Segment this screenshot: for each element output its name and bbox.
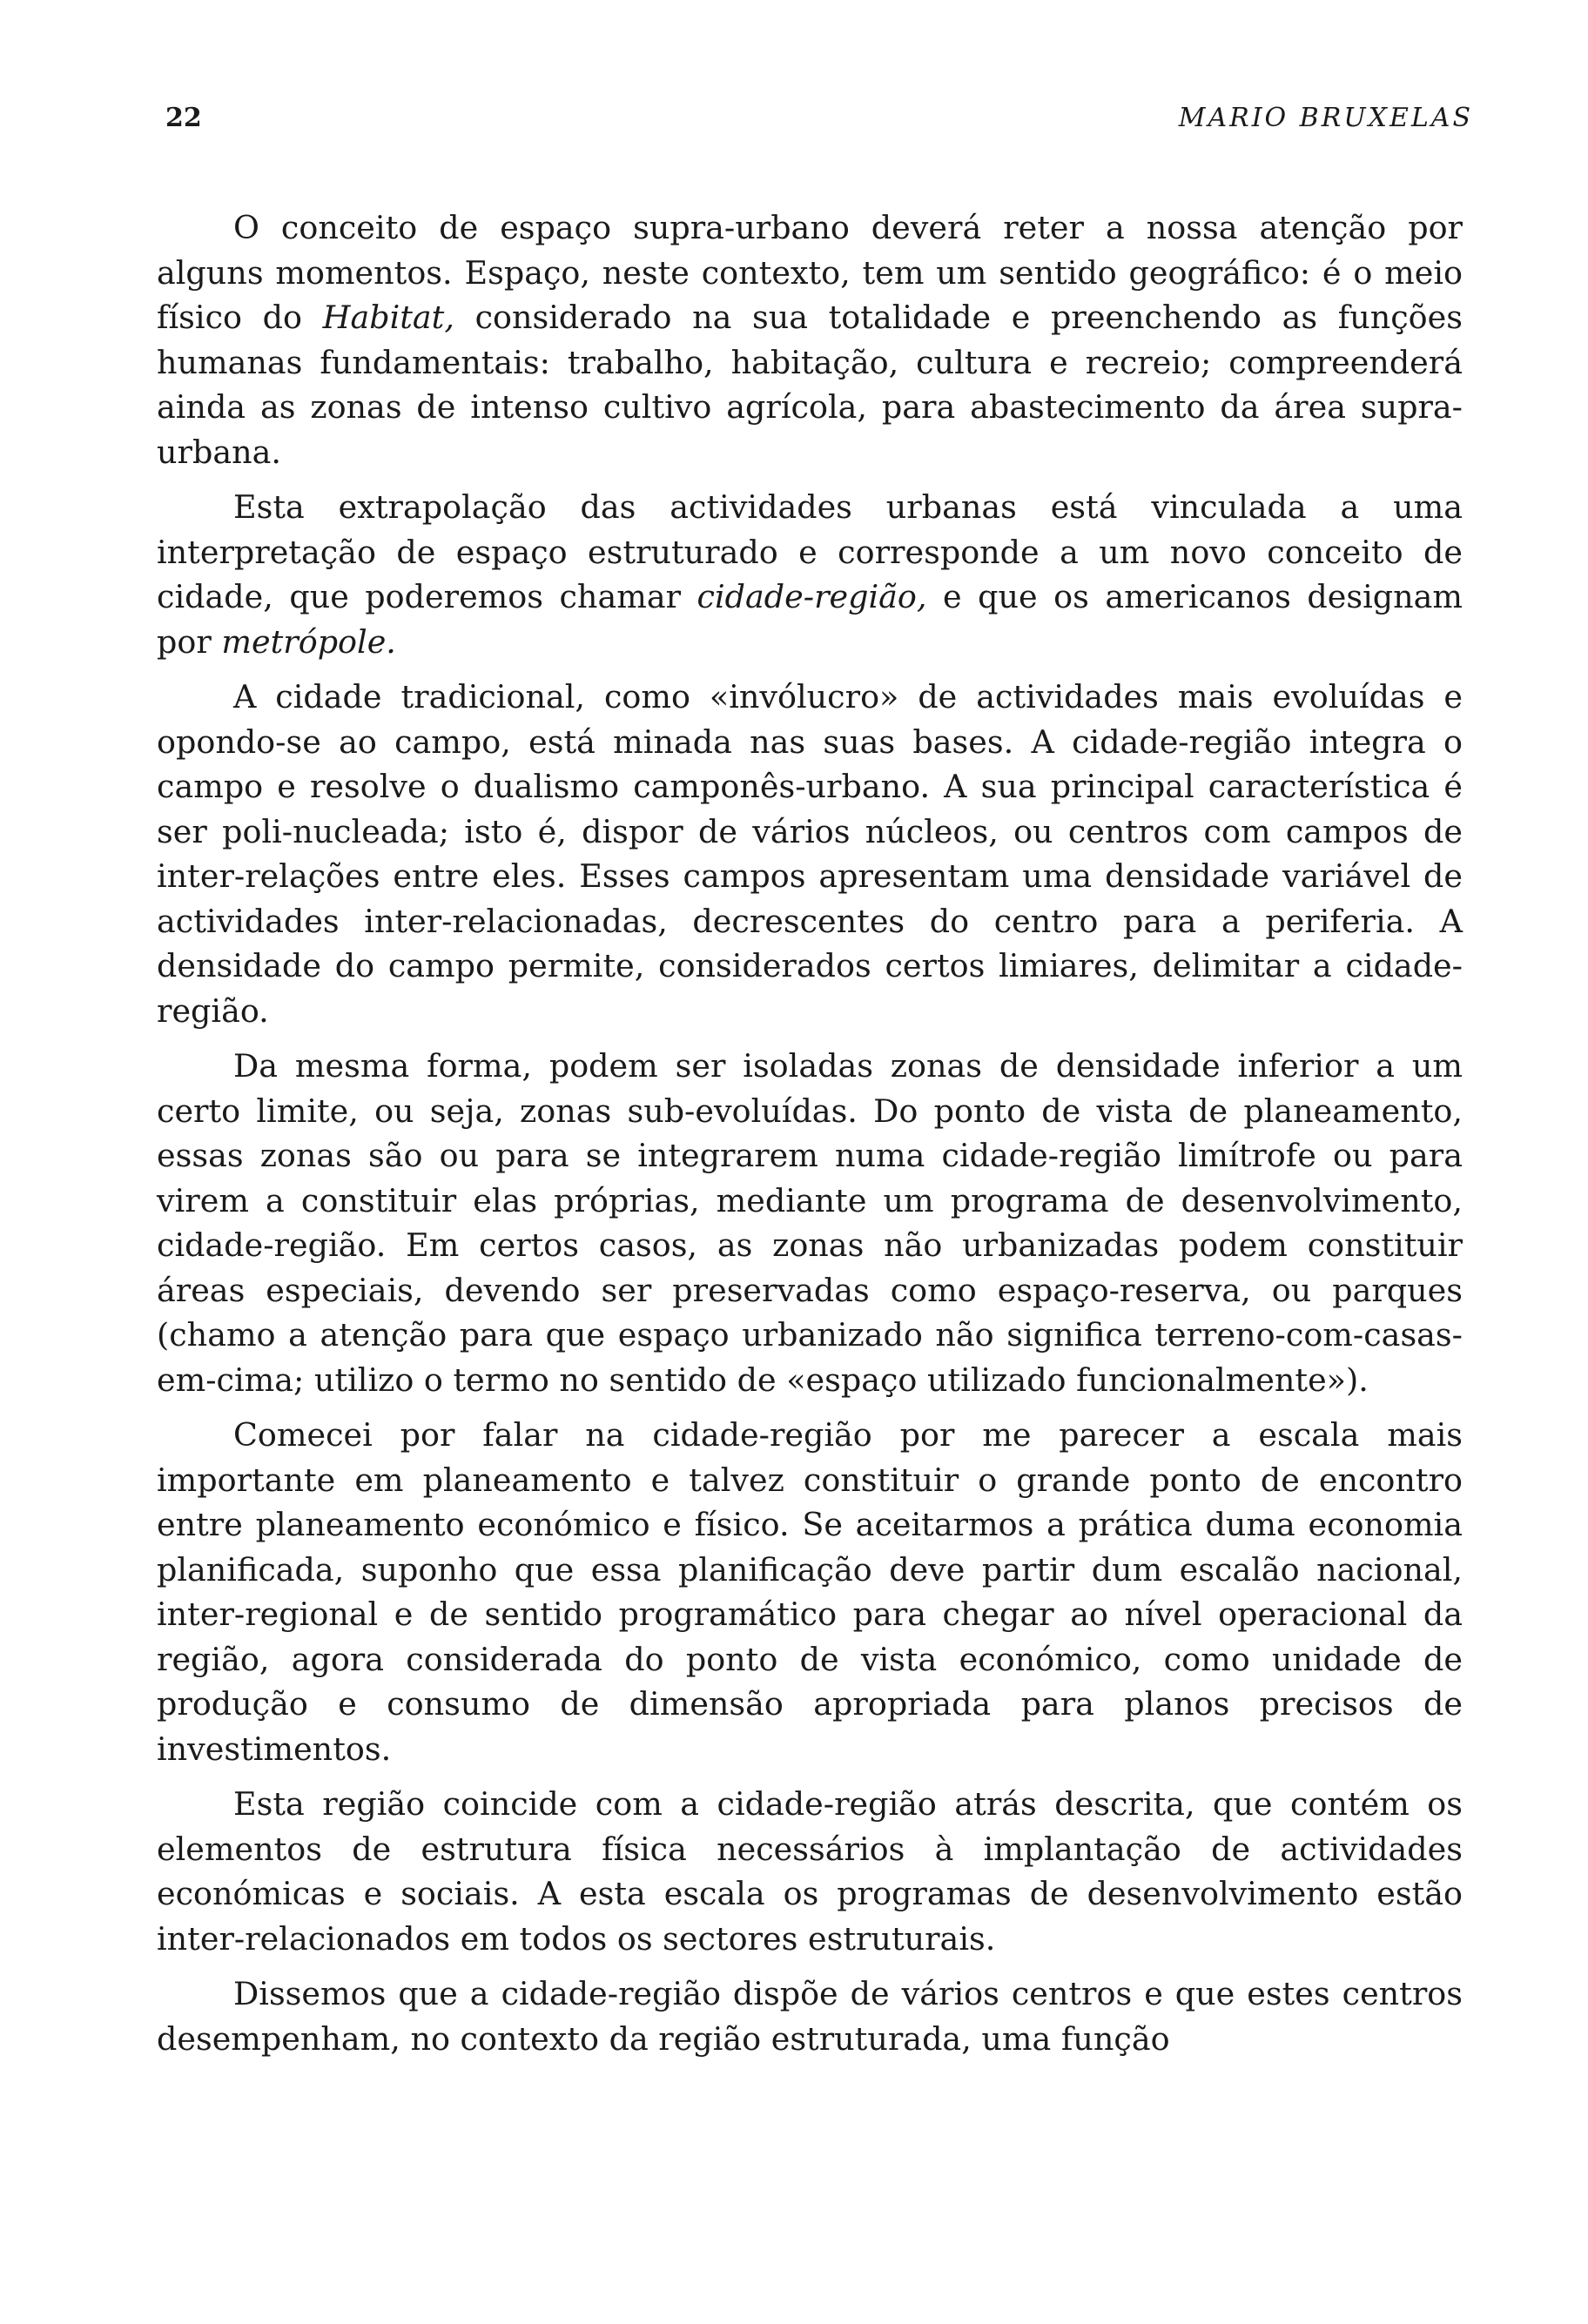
paragraph-text: Dissemos que a cidade-região dispõe de vários centros e que estes centros desempenham, no contexto da região estruturada, uma função bbox=[157, 1975, 1463, 2058]
emphasis-text: cidade-região, bbox=[696, 578, 927, 615]
paragraph bbox=[157, 675, 1463, 1033]
paragraph-text: Esta região coincide com a cidade-região atrás descrita, que contém os elementos de estrutura física necessários à implantação de actividades económicas e sociais. A esta escala os programas de desenvolvimento estão inter-relacionados em todos os sectores estruturais. bbox=[157, 1785, 1463, 1958]
running-head: MARIO BRUXELAS bbox=[1178, 103, 1473, 133]
paragraph bbox=[157, 1971, 1463, 2061]
paragraph-text: A cidade tradicional, como «invólucro» de actividades mais evoluídas e opondo-se ao campo, está minada nas suas bases. A cidade-região integra o campo e resolve o dualismo camponês-urbano. A sua principal característica é ser poli-nucleada; isto é, dispor de vários núcleos, ou centros com campos de inter-relações entre eles. Esses campos apresentam uma densidade variável de actividades inter-relacionadas, decrescentes do centro para a periferia. A densidade do campo permite, considerados certos limiares, delimitar a cidade-região. bbox=[157, 678, 1463, 1030]
paragraph-text: Da mesma forma, podem ser isoladas zonas de densidade inferior a um certo limite, ou seja, zonas sub-evoluídas. Do ponto de vista de planeamento, essas zonas são ou para se integrarem numa cidade-região limítrofe ou para virem a constituir elas próprias, mediante um programa de desenvolvimento, cidade-região. Em certos casos, as zonas não urbanizadas podem constituir áreas especiais, devendo ser preservadas como espaço-reserva, ou parques (chamo a atenção para que espaço urbanizado não significa terreno-com-casas-em-cima; utilizo o termo no sentido de «espaço utilizado funcionalmente»). bbox=[157, 1047, 1463, 1399]
book-page bbox=[157, 103, 1473, 2061]
paragraph-text: considerado na sua totalidade e preenchendo as funções humanas fundamentais: trabalho, habitação, cultura e recreio; compreenderá ainda as zonas de intenso cultivo agrícola, para abastecimento da área supra-urbana. bbox=[157, 299, 1463, 471]
paragraph bbox=[157, 205, 1463, 474]
paragraph-text: Esta extrapolação das actividades urbanas está vinculada a uma interpretação de espaço estruturado e corresponde a um novo conceito de cidade, que poderemos chamar bbox=[157, 488, 1463, 615]
paragraph-text: e que os americanos designam por bbox=[157, 578, 1463, 661]
paragraph bbox=[157, 1782, 1463, 1961]
page-header bbox=[157, 103, 1473, 155]
paragraph bbox=[157, 1413, 1463, 1771]
page-number: 22 bbox=[165, 103, 202, 133]
paragraph bbox=[157, 485, 1463, 664]
paragraph bbox=[157, 1044, 1463, 1402]
emphasis-text: Habitat, bbox=[322, 299, 454, 336]
emphasis-text: metrópole. bbox=[221, 622, 396, 661]
paragraph-text: Comecei por falar na cidade-região por me parecer a escala mais importante em planeamento e talvez constituir o grande ponto de encontro entre planeamento económico e físico. Se aceitarmos a prática duma economia planificada, suponho que essa planificação deve partir dum escalão nacional, inter-regional e de sentido programático para chegar ao nível operacional da região, agora considerada do ponto de vista económico, como unidade de produção e consumo de dimensão apropriada para planos precisos de investimentos. bbox=[157, 1416, 1463, 1768]
body-text bbox=[157, 205, 1463, 2061]
paragraph-text: O conceito de espaço supra-urbano deverá reter a nossa atenção por alguns momentos. Espaço, neste contexto, tem um sentido geográfico: é o meio físico do bbox=[157, 209, 1463, 336]
